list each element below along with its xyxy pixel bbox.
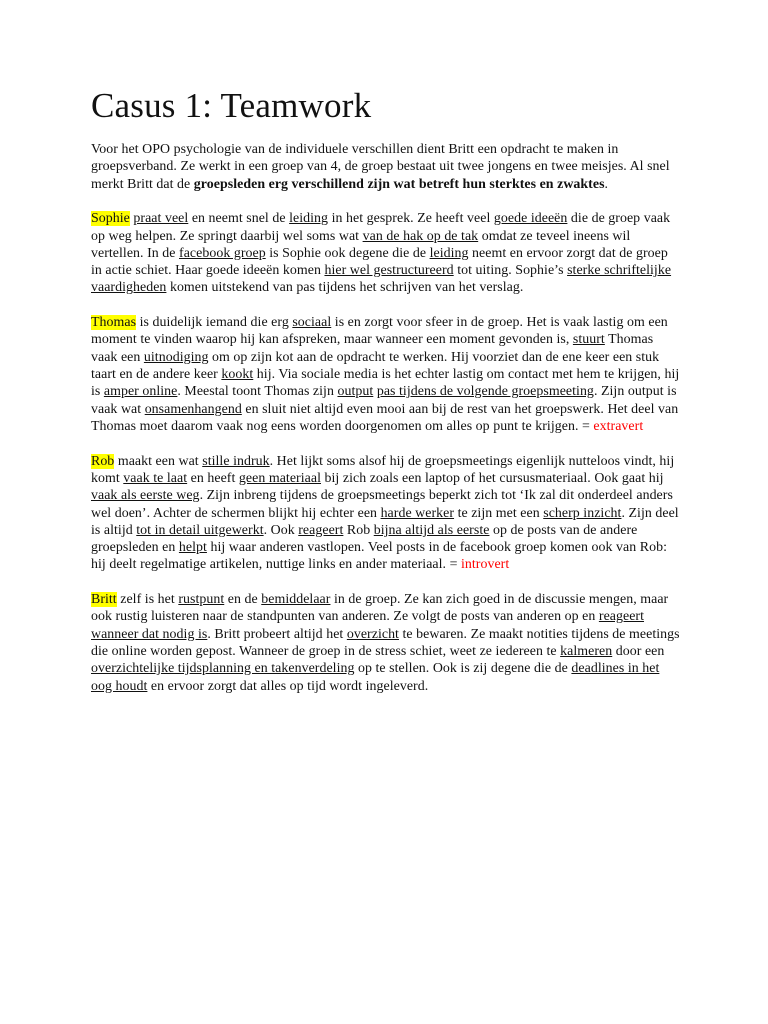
text-run: . Ook — [263, 522, 299, 538]
trait-label: introvert — [460, 557, 510, 573]
thomas-paragraph — [91, 314, 681, 435]
text-run: hij. Via sociale media is het echter lastig om contact met hem te krijgen, hij is — [91, 367, 680, 400]
text-run: zelf is het — [116, 592, 179, 608]
underlined-phrase: overzicht — [346, 626, 399, 642]
underlined-phrase: leiding — [429, 245, 469, 261]
text-run: en ervoor zorgt dat alles op tijd wordt ingeleverd. — [147, 678, 429, 694]
underlined-phrase: onsamenhangend — [144, 401, 242, 417]
text-run: . Zijn inbreng tijdens de groepsmeetings beperkt zich tot ‘Ik zal dit onderdeel anders wel doen’. Achter de schermen blijkt hij echter een — [91, 488, 673, 521]
highlighted-name: Sophie — [91, 211, 130, 227]
text-run: te bewaren. Ze maakt notities tijdens de meetings die online worden gepost. Wanneer de groep in de stress schiet, weet ze iedereen te — [91, 626, 680, 659]
text-run: te zijn met een — [454, 505, 544, 521]
text-run: tot uiting. Sophie’s — [453, 263, 568, 279]
underlined-phrase: sociaal — [292, 315, 332, 331]
sophie-paragraph — [91, 210, 681, 296]
rob-paragraph — [91, 453, 681, 574]
underlined-phrase: bijna altijd als eerste — [373, 522, 490, 538]
underlined-phrase: kalmeren — [560, 643, 613, 659]
underlined-phrase: pas tijdens de volgende groepsmeeting — [376, 384, 594, 400]
text-run: hij waar anderen vastlopen. Veel posts in de facebook groep komen ook van Rob: hij deelt regelmatige artikelen, nuttige links en ander materiaal. = — [91, 540, 667, 573]
highlighted-name: Rob — [91, 453, 115, 469]
underlined-phrase: stuurt — [572, 332, 605, 348]
underlined-phrase: kookt — [221, 367, 254, 383]
text-run: Thomas vaak een — [91, 332, 654, 365]
underlined-phrase: deadlines in het oog houdt — [91, 661, 660, 694]
text-run: . Zijn output is vaak wat — [91, 384, 677, 417]
text-run: Voor het OPO psychologie van de individuele verschillen dient Britt een opdracht te maken in groepsverband. Ze werkt in een groep van 4, de groep bestaat uit twee jongens en twee meisjes. Al snel merkt Britt dat de — [91, 142, 670, 192]
highlighted-name: Britt — [91, 592, 117, 608]
underlined-phrase: helpt — [178, 540, 207, 556]
underlined-phrase: rustpunt — [178, 592, 225, 608]
text-run: . Meestal toont Thomas zijn — [177, 384, 338, 400]
bold-phrase: groepsleden erg verschillend zijn wat betreft hun sterktes en zwaktes — [193, 176, 605, 192]
underlined-phrase: reageert — [298, 522, 344, 538]
text-run: op de posts van de andere groepsleden en — [91, 522, 638, 556]
underlined-phrase: amper online — [103, 384, 178, 400]
underlined-phrase: leiding — [289, 211, 329, 227]
underlined-phrase: harde werker — [380, 505, 455, 521]
intro-paragraph — [91, 141, 681, 193]
text-run: is Sophie ook degene die de — [265, 245, 430, 261]
underlined-phrase: vaak als eerste weg — [91, 488, 200, 504]
text-run: is en zorgt voor sfeer in de groep. Het is vaak lastig om een moment te vinden waarop hij kan afspreken, maar wanneer een moment gevonden is, — [91, 315, 668, 348]
document-page — [91, 80, 681, 712]
document-title: Casus 1: Teamwork — [91, 86, 372, 125]
underlined-phrase: geen materiaal — [238, 470, 321, 486]
text-run: door een — [612, 643, 665, 659]
text-run: . Zijn deel is altijd — [91, 505, 679, 538]
trait-label: extravert — [593, 418, 644, 434]
underlined-phrase: reageert wanneer dat nodig is — [91, 609, 645, 642]
britt-paragraph — [91, 591, 681, 695]
text-run: is duidelijk iemand die erg — [136, 315, 293, 331]
underlined-phrase: sterke schriftelijke vaardigheden — [91, 263, 672, 296]
underlined-phrase: praat veel — [133, 211, 189, 227]
underlined-phrase: van de hak op de tak — [362, 228, 479, 244]
text-run: en heeft — [187, 470, 239, 486]
text-run: en neemt snel de — [188, 211, 290, 227]
text-run: maakt een wat — [114, 453, 203, 469]
text-run: Rob — [343, 522, 374, 538]
underlined-phrase: vaak te laat — [123, 470, 188, 486]
underlined-phrase: stille indruk — [202, 453, 270, 469]
text-run: bij zich zoals een laptop of het cursusmateriaal. Ook gaat hij — [321, 470, 664, 486]
text-run: omdat ze teveel ineens wil vertellen. In de — [91, 228, 631, 261]
text-run: . Het lijkt soms alsof hij de groepsmeetings eigenlijk nutteloos vindt, hij komt — [91, 453, 675, 486]
text-run: . Britt probeert altijd het — [207, 626, 347, 642]
text-run: om op zijn kot aan de opdracht te werken. Hij voorziet dan de ene keer een stuk taart en de andere keer — [91, 349, 660, 383]
text-run: en sluit niet altijd even mooi aan bij de rest van het groepswerk. Het deel van Thomas moet daarom vaak nog eens worden doorgenomen om alles op punt te krijgen. = — [91, 401, 679, 434]
underlined-phrase: uitnodiging — [143, 349, 209, 365]
underlined-phrase: hier wel gestructureerd — [324, 263, 454, 279]
underlined-phrase: goede ideeën — [493, 211, 568, 227]
highlighted-name: Thomas — [91, 315, 137, 331]
text-run: neemt en ervoor zorgt dat de groep in actie schiet. Haar goede ideeën komen — [91, 245, 668, 279]
underlined-phrase: output — [337, 384, 374, 400]
text-run: die de groep vaak op weg helpen. Ze springt daarbij wel soms wat — [91, 211, 671, 244]
underlined-phrase: overzichtelijke tijdsplanning en takenverdeling — [91, 661, 355, 677]
text-run: in de groep. Ze kan zich goed in de discussie mengen, maar ook rustig luisteren naar de standpunten van anderen. Ze volgt de posts van anderen op en — [91, 592, 669, 625]
underlined-phrase: bemiddelaar — [261, 592, 331, 608]
underlined-phrase: facebook groep — [179, 245, 266, 261]
text-run: in het gesprek. Ze heeft veel — [328, 211, 494, 227]
text-run: . — [604, 176, 609, 192]
text-run: op te stellen. Ook is zij degene die de — [354, 661, 572, 677]
underlined-phrase: scherp inzicht — [543, 505, 622, 521]
text-run: en de — [224, 592, 262, 608]
underlined-phrase: tot in detail uitgewerkt — [136, 522, 264, 538]
text-run: komen uitstekend van pas tijdens het schrijven van het verslag. — [166, 280, 524, 296]
